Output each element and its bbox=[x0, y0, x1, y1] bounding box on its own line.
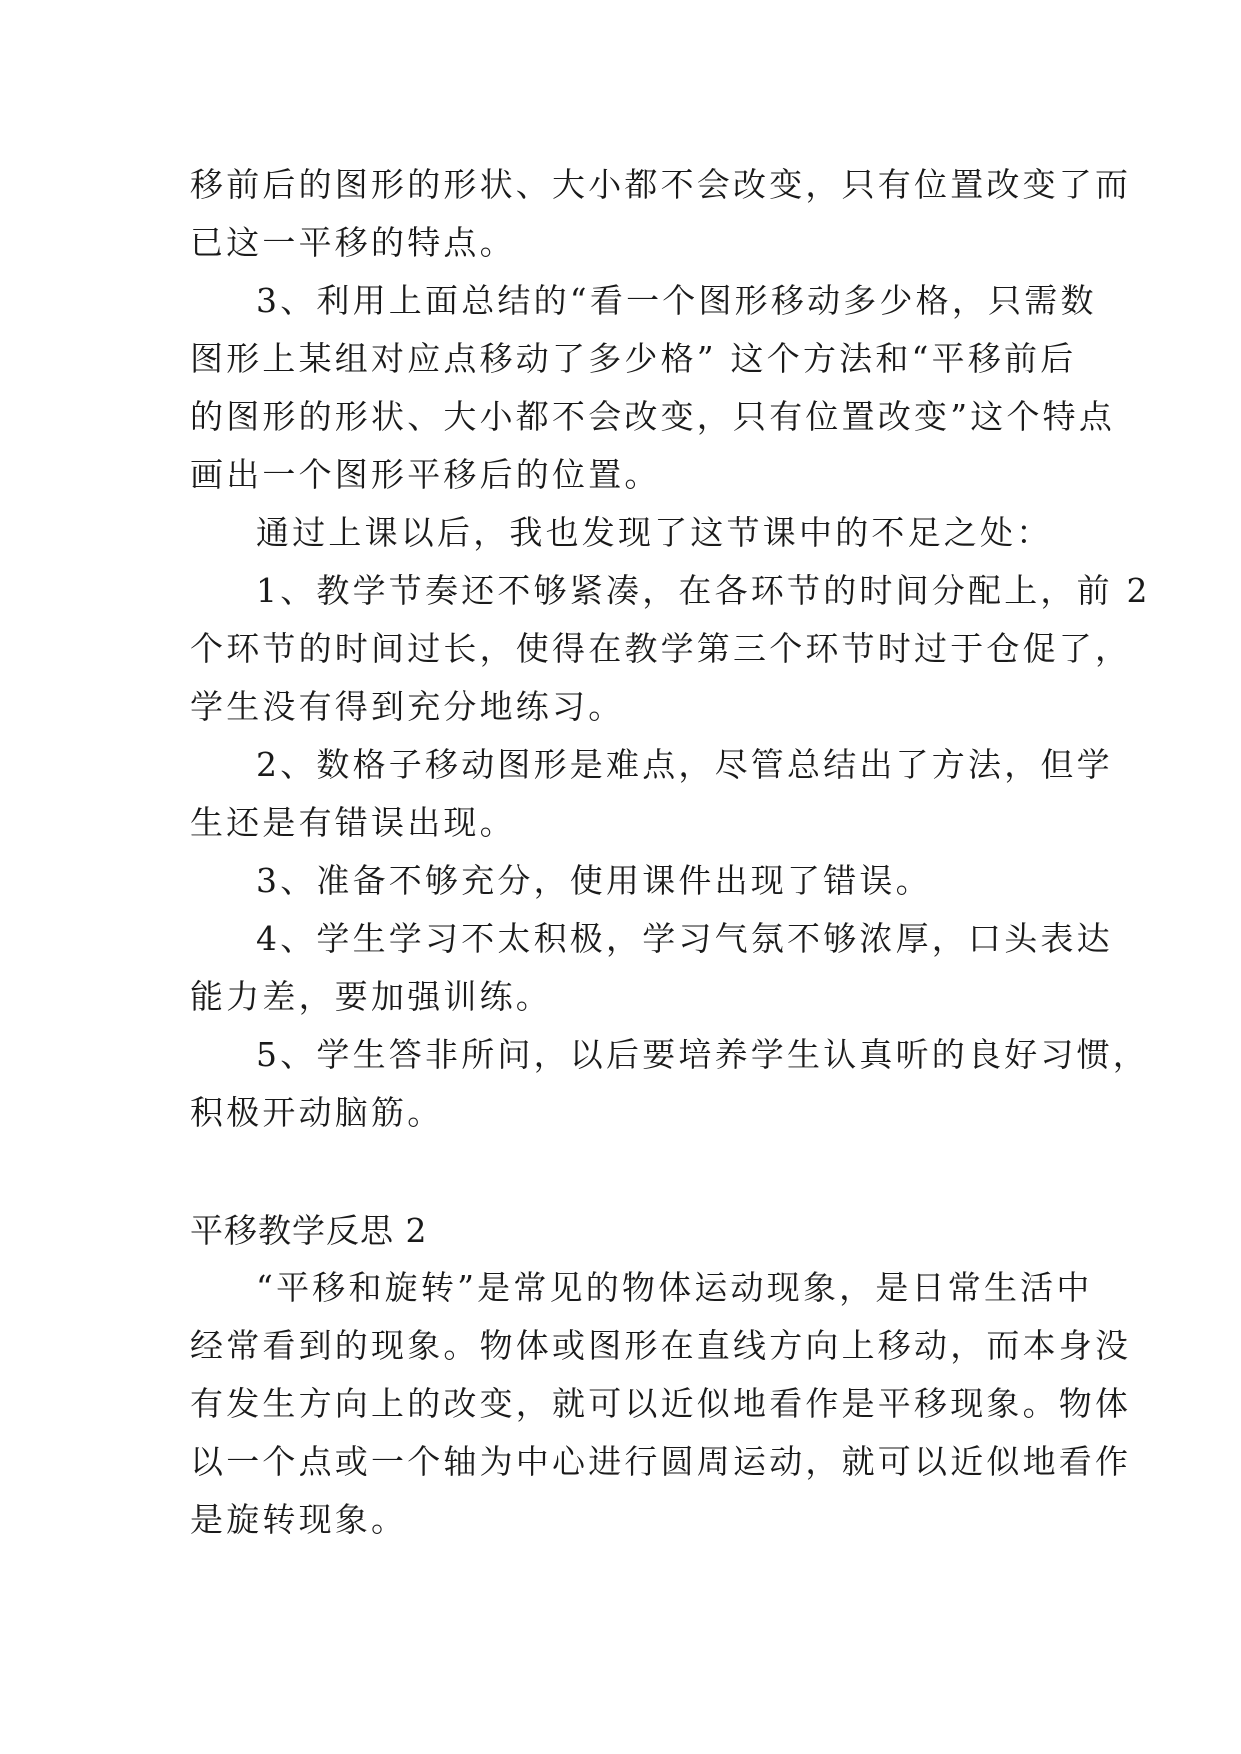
paragraph-line: 是旋转现象。 bbox=[190, 1500, 408, 1539]
paragraph-line: 3、准备不够充分，使用课件出现了错误。 bbox=[256, 861, 932, 900]
paragraph-line: 移前后的图形的形状、大小都不会改变，只有位置改变了而 bbox=[190, 165, 1132, 204]
paragraph-line: 4、学生学习不太积极，学习气氛不够浓厚，口头表达 bbox=[256, 919, 1113, 958]
paragraph-line: 生还是有错误出现。 bbox=[190, 803, 516, 842]
paragraph-line: 3、利用上面总结的“看一个图形移动多少格，只需数 bbox=[256, 281, 1097, 320]
paragraph-line: 有发生方向上的改变，就可以近似地看作是平移现象。物体 bbox=[190, 1384, 1132, 1423]
paragraph-line: 通过上课以后，我也发现了这节课中的不足之处： bbox=[256, 513, 1053, 552]
paragraph-line: 经常看到的现象。物体或图形在直线方向上移动，而本身没 bbox=[190, 1326, 1132, 1365]
paragraph-line: 1、教学节奏还不够紧凑，在各环节的时间分配上，前 2 bbox=[256, 571, 1151, 610]
paragraph-line: 以一个点或一个轴为中心进行圆周运动，就可以近似地看作 bbox=[190, 1442, 1132, 1481]
paragraph-line: 能力差，要加强训练。 bbox=[190, 977, 552, 1016]
paragraph-line: 画出一个图形平移后的位置。 bbox=[190, 455, 661, 494]
paragraph-line: 的图形的形状、大小都不会改变，只有位置改变”这个特点 bbox=[190, 397, 1116, 436]
paragraph-line: 已这一平移的特点。 bbox=[190, 223, 516, 262]
paragraph-line: 个环节的时间过长，使得在教学第三个环节时过于仓促了， bbox=[190, 629, 1132, 668]
paragraph-line: 积极开动脑筋。 bbox=[190, 1093, 444, 1132]
paragraph-line: 2、数格子移动图形是难点，尽管总结出了方法，但学 bbox=[256, 745, 1113, 784]
paragraph-line: “平移和旋转”是常见的物体运动现象，是日常生活中 bbox=[256, 1268, 1093, 1307]
paragraph-line: 5、学生答非所问，以后要培养学生认真听的良好习惯， bbox=[256, 1035, 1149, 1074]
paragraph-line: 图形上某组对应点移动了多少格” 这个方法和“平移前后 bbox=[190, 339, 1077, 378]
paragraph-line: 学生没有得到充分地练习。 bbox=[190, 687, 625, 726]
section-heading: 平移教学反思 2 bbox=[190, 1211, 428, 1250]
